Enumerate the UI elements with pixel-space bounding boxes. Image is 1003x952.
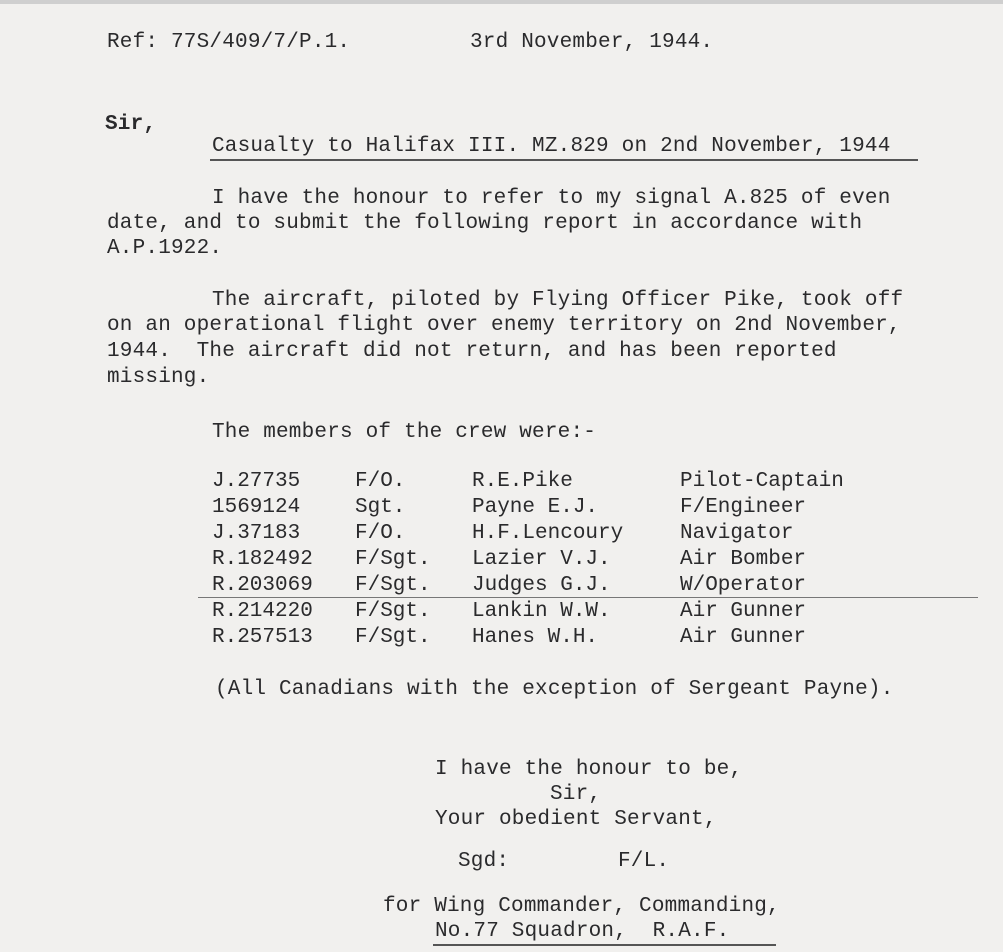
reference: Ref: 77S/409/7/P.1.: [107, 31, 351, 54]
signed-rank: F/L.: [618, 850, 670, 873]
crew-role: Navigator: [680, 522, 794, 545]
crew-name: R.E.Pike: [472, 470, 573, 493]
crew-role: F/Engineer: [680, 496, 807, 519]
squadron-unit: No.77 Squadron, R.A.F.: [435, 920, 730, 943]
rank: F/Sgt.: [355, 574, 431, 597]
paragraph2-line: 1944. The aircraft did not return, and has been reported: [107, 340, 837, 363]
crew-role: W/Operator: [680, 574, 807, 597]
service-number: 1569124: [212, 496, 301, 519]
crew-role: Air Gunner: [680, 626, 807, 649]
subject-underline: [210, 159, 918, 161]
crew-row: [0, 548, 1003, 574]
crew-name: Lazier V.J.: [472, 548, 611, 571]
unit-underline: [433, 944, 776, 946]
signed-label: Sgd:: [458, 850, 510, 873]
subject-heading: Casualty to Halifax III. MZ.829 on 2nd November, 1944: [212, 135, 891, 158]
crew-name: H.F.Lencoury: [472, 522, 624, 545]
service-number: J.27735: [212, 470, 301, 493]
crew-row: [0, 470, 1003, 496]
rank: Sgt.: [355, 496, 406, 519]
crew-role: Air Bomber: [680, 548, 807, 571]
paragraph2-line: on an operational flight over enemy territory on 2nd November,: [107, 314, 901, 337]
crew-row: [0, 496, 1003, 522]
crew-name: Payne E.J.: [472, 496, 599, 519]
paragraph2-line: missing.: [107, 366, 210, 389]
service-number: R.214220: [212, 600, 313, 623]
salutation: Sir,: [105, 113, 157, 136]
rank: F/Sgt.: [355, 548, 431, 571]
service-number: R.257513: [212, 626, 313, 649]
crew-row: [0, 600, 1003, 626]
crew-name: Judges G.J.: [472, 574, 611, 597]
crew-divider-line: [198, 597, 978, 598]
closing-line: I have the honour to be,: [435, 758, 743, 781]
closing-servant: Your obedient Servant,: [435, 808, 717, 831]
service-number: R.182492: [212, 548, 313, 571]
rank: F/O.: [355, 522, 406, 545]
crew-row: [0, 626, 1003, 652]
rank: F/Sgt.: [355, 626, 431, 649]
for-commander-line: for Wing Commander, Commanding,: [383, 895, 780, 918]
crew-intro: The members of the crew were:-: [212, 421, 597, 444]
crew-role: Air Gunner: [680, 600, 807, 623]
rank: F/O.: [355, 470, 406, 493]
service-number: J.37183: [212, 522, 301, 545]
page-top-edge: [0, 0, 1003, 4]
crew-name: Lankin W.W.: [472, 600, 611, 623]
closing-sir: Sir,: [550, 783, 602, 806]
rank: F/Sgt.: [355, 600, 431, 623]
crew-note: (All Canadians with the exception of Sergeant Payne).: [215, 678, 894, 701]
crew-row: [0, 522, 1003, 548]
paragraph2-line: The aircraft, piloted by Flying Officer Pike, took off: [212, 289, 904, 312]
paragraph1-line: date, and to submit the following report in accordance with: [107, 212, 863, 235]
paragraph1-line: I have the honour to refer to my signal A.825 of even: [212, 187, 891, 210]
service-number: R.203069: [212, 574, 313, 597]
crew-role: Pilot-Captain: [680, 470, 844, 493]
letter-date: 3rd November, 1944.: [470, 31, 714, 54]
paragraph1-line: A.P.1922.: [107, 237, 223, 260]
crew-name: Hanes W.H.: [472, 626, 599, 649]
